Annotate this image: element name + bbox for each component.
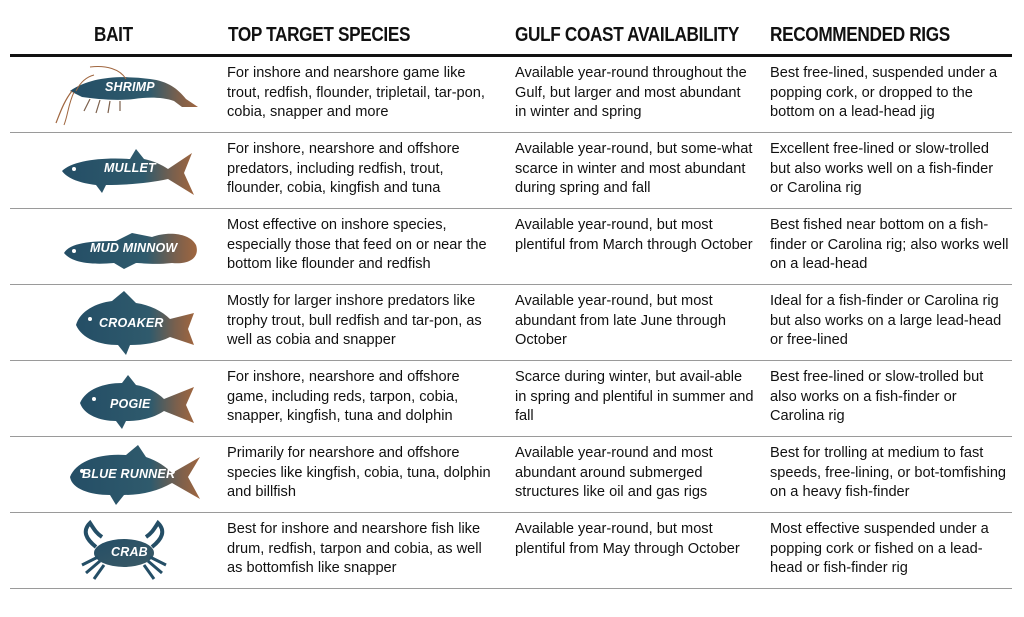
availability-cell: Available year-round, but most plentiful from May through October (515, 521, 740, 557)
species-cell: For inshore, nearshore and offshore game, including reds, tarpon, cobia, snapper, kingfish, tuna and dolphin (227, 369, 460, 425)
bait-name: MUD MINNOW (90, 241, 178, 255)
header-availability: GULF COAST AVAILABILITY (515, 24, 739, 46)
shrimp-icon (50, 61, 200, 127)
rigs-cell: Most effective suspended under a popping cork or fished on a lead-head or fish-finder rig (770, 521, 989, 577)
table-row (10, 133, 1012, 209)
bait-cell (50, 61, 200, 127)
table-row (10, 437, 1012, 513)
bait-name: BLUE RUNNER (82, 467, 176, 481)
species-cell: For inshore, nearshore and offshore predators, including redfish, trout, flounder, cobia, kingfish and tuna (227, 141, 460, 197)
header-species: TOP TARGET SPECIES (228, 24, 411, 46)
rigs-cell: Best fished near bottom on a fish-finder or Carolina rig; also works well on a lead-head (770, 217, 1009, 273)
bait-cell (50, 137, 200, 203)
rigs-cell: Ideal for a fish-finder or Carolina rig but also works on a large lead-head or free-lined (770, 293, 1002, 349)
availability-cell: Available year-round, but most abundant from late June through October (515, 293, 726, 349)
bait-name: SHRIMP (105, 80, 155, 94)
species-cell: Mostly for larger inshore predators like trophy trout, bull redfish and tar-pon, as well as cobia and snapper (227, 293, 482, 349)
rigs-cell: Excellent free-lined or slow-trolled but also works well on a fish-finder or Carolina rig (770, 141, 994, 197)
rigs-cell: Best free-lined, suspended under a popping cork, or dropped to the bottom on a lead-head jig (770, 65, 998, 121)
rigs-cell: Best for trolling at medium to fast speeds, free-lining, or bot-tomfishing on a heavy fish-finder (770, 445, 1007, 501)
bait-cell (50, 365, 200, 431)
availability-cell: Available year-round, but most plentiful from March through October (515, 217, 753, 253)
rigs-cell: Best free-lined or slow-trolled but also works on a fish-finder or Carolina rig (770, 369, 984, 425)
bait-cell (50, 213, 200, 279)
availability-cell: Scarce during winter, but avail-able in spring and plentiful in summer and fall (515, 369, 754, 425)
table-row (10, 361, 1012, 437)
availability-cell: Available year-round and most abundant around submerged structures like oil and gas rigs (515, 445, 713, 501)
species-cell: Best for inshore and nearshore fish like drum, redfish, tarpon and cobia, as well as bottomfish like snapper (227, 521, 482, 577)
species-cell: Primarily for nearshore and offshore species like kingfish, cobia, tuna, dolphin and billfish (227, 445, 491, 501)
table-row (10, 57, 1012, 133)
bait-table (10, 14, 1012, 589)
table-row (10, 285, 1012, 361)
table-header (10, 14, 1012, 57)
bait-name: POGIE (110, 397, 151, 411)
header-bait: BAIT (94, 24, 133, 46)
header-rigs: RECOMMENDED RIGS (770, 24, 950, 46)
bait-cell (50, 441, 200, 507)
table-row (10, 513, 1012, 589)
availability-cell: Available year-round, but some-what scarce in winter and most abundant during spring and fall (515, 141, 753, 197)
bait-name: CRAB (111, 545, 148, 559)
species-cell: Most effective on inshore species, especially those that feed on or near the bottom like flounder and redfish (227, 217, 487, 273)
species-cell: For inshore and nearshore game like trout, redfish, flounder, tripletail, tar-pon, cobia, snapper and more (227, 65, 485, 121)
bait-cell (50, 289, 200, 355)
availability-cell: Available year-round throughout the Gulf, but larger and most abundant in winter and spring (515, 65, 747, 121)
bait-name: MULLET (104, 161, 156, 175)
bait-cell (50, 517, 200, 583)
bait-name: CROAKER (99, 316, 164, 330)
table-row (10, 209, 1012, 285)
